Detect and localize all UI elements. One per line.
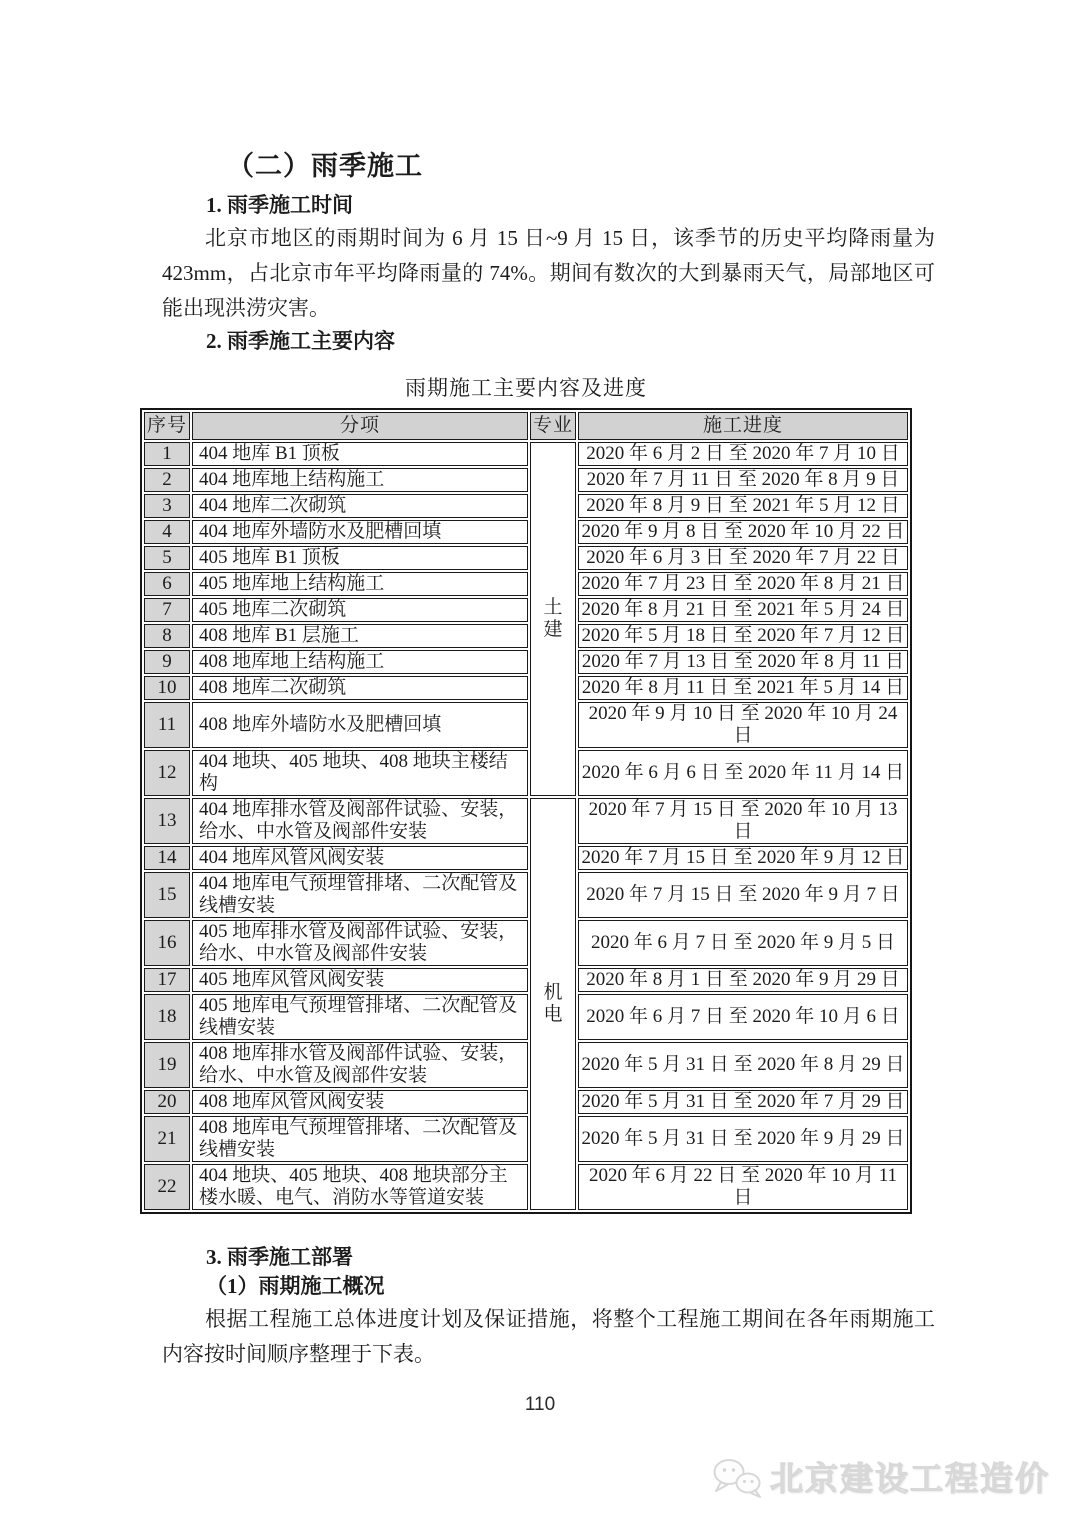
table-row [144,546,908,570]
table-row [144,750,908,796]
row-number-cell: 4 [144,520,190,544]
subheading-deployment: 3. 雨季施工部署 [206,1245,353,1269]
page-number: 110 [524,1394,556,1415]
table-row [144,920,908,966]
item-cell: 405 地库二次砌筑 [192,598,528,622]
item-cell: 404 地库电气预埋管排堵、二次配管及线槽安装 [192,872,528,918]
schedule-cell: 2020 年 5 月 31 日 至 2020 年 8 月 29 日 [578,1042,908,1088]
table-row [144,968,908,992]
col-header-specialty: 专业 [530,412,576,440]
table-title: 雨期施工主要内容及进度 [405,376,647,400]
item-cell: 408 地库地上结构施工 [192,650,528,674]
table-row [144,1042,908,1088]
table-row [144,520,908,544]
table-row [144,798,908,844]
table-header-row [144,412,908,440]
subheading-main-content: 2. 雨季施工主要内容 [206,329,395,353]
specialty-cell: 机 电 [530,798,576,1210]
footer-watermark [711,1453,1050,1500]
col-header-schedule: 施工进度 [578,412,908,440]
table-row [144,846,908,870]
item-cell: 404 地库地上结构施工 [192,468,528,492]
schedule-cell: 2020 年 5 月 31 日 至 2020 年 7 月 29 日 [578,1090,908,1114]
row-number-cell: 1 [144,442,190,466]
item-cell: 405 地库地上结构施工 [192,572,528,596]
item-cell: 404 地块、405 地块、408 地块部分主楼水暖、电气、消防水等管道安装 [192,1164,528,1210]
row-number-cell: 3 [144,494,190,518]
schedule-cell: 2020 年 7 月 13 日 至 2020 年 8 月 11 日 [578,650,908,674]
row-number-cell: 16 [144,920,190,966]
schedule-cell: 2020 年 6 月 2 日 至 2020 年 7 月 10 日 [578,442,908,466]
paragraph-rain-season: 北京市地区的雨期时间为 6 月 15 日~9 月 15 日，该季节的历史平均降雨量为 423mm，占北京市年平均降雨量的 74%。期间有数次的大到暴雨天气，局部地区可能出现洪涝灾害。 [162,226,935,320]
col-header-item: 分项 [192,412,528,440]
schedule-cell: 2020 年 6 月 7 日 至 2020 年 9 月 5 日 [578,920,908,966]
table-row [144,702,908,748]
item-cell: 408 地库外墙防水及肥槽回填 [192,702,528,748]
table-row [144,1116,908,1162]
table-row [144,494,908,518]
col-header-number: 序号 [144,412,190,440]
row-number-cell: 15 [144,872,190,918]
schedule-cell: 2020 年 9 月 8 日 至 2020 年 10 月 22 日 [578,520,908,544]
row-number-cell: 18 [144,994,190,1040]
row-number-cell: 12 [144,750,190,796]
table-row [144,1164,908,1210]
item-cell: 404 地库外墙防水及肥槽回填 [192,520,528,544]
table-row [144,650,908,674]
row-number-cell: 8 [144,624,190,648]
item-cell: 408 地库电气预埋管排堵、二次配管及线槽安装 [192,1116,528,1162]
paragraph-deployment: 根据工程施工总体进度计划及保证措施，将整个工程施工期间在各年雨期施工内容按时间顺序整理于下表。 [162,1307,935,1366]
row-number-cell: 20 [144,1090,190,1114]
item-cell: 405 地库排水管及阀部件试验、安装，给水、中水管及阀部件安装 [192,920,528,966]
table-row [144,468,908,492]
item-cell: 405 地库风管风阀安装 [192,968,528,992]
subheading-rain-season-time: 1. 雨季施工时间 [206,193,353,217]
table-row [144,624,908,648]
schedule-cell: 2020 年 9 月 10 日 至 2020 年 10 月 24 日 [578,702,908,748]
row-number-cell: 14 [144,846,190,870]
row-number-cell: 6 [144,572,190,596]
item-cell: 408 地库风管风阀安装 [192,1090,528,1114]
row-number-cell: 19 [144,1042,190,1088]
table-row [144,442,908,466]
table-body [144,442,908,1210]
schedule-cell: 2020 年 8 月 21 日 至 2021 年 5 月 24 日 [578,598,908,622]
schedule-table [140,408,912,1214]
schedule-cell: 2020 年 7 月 23 日 至 2020 年 8 月 21 日 [578,572,908,596]
row-number-cell: 5 [144,546,190,570]
table-row [144,598,908,622]
section-heading: （二）雨季施工 [227,151,423,181]
row-number-cell: 9 [144,650,190,674]
row-number-cell: 2 [144,468,190,492]
table-row [144,572,908,596]
item-cell: 408 地库 B1 层施工 [192,624,528,648]
item-cell: 404 地库排水管及阀部件试验、安装，给水、中水管及阀部件安装 [192,798,528,844]
item-cell: 404 地库 B1 顶板 [192,442,528,466]
schedule-cell: 2020 年 7 月 15 日 至 2020 年 10 月 13 日 [578,798,908,844]
row-number-cell: 21 [144,1116,190,1162]
schedule-cell: 2020 年 5 月 18 日 至 2020 年 7 月 12 日 [578,624,908,648]
watermark-text: 北京建设工程造价 [770,1460,1050,1497]
subheading-rain-overview: （1）雨期施工概况 [206,1274,385,1298]
row-number-cell: 11 [144,702,190,748]
schedule-cell: 2020 年 8 月 1 日 至 2020 年 9 月 29 日 [578,968,908,992]
schedule-cell: 2020 年 7 月 11 日 至 2020 年 8 月 9 日 [578,468,908,492]
specialty-cell: 土 建 [530,442,576,796]
item-cell: 408 地库二次砌筑 [192,676,528,700]
item-cell: 404 地块、405 地块、408 地块主楼结构 [192,750,528,796]
schedule-cell: 2020 年 6 月 6 日 至 2020 年 11 月 14 日 [578,750,908,796]
row-number-cell: 13 [144,798,190,844]
schedule-cell: 2020 年 7 月 15 日 至 2020 年 9 月 12 日 [578,846,908,870]
schedule-cell: 2020 年 5 月 31 日 至 2020 年 9 月 29 日 [578,1116,908,1162]
schedule-cell: 2020 年 6 月 7 日 至 2020 年 10 月 6 日 [578,994,908,1040]
item-cell: 404 地库二次砌筑 [192,494,528,518]
table-row [144,1090,908,1114]
table-row [144,872,908,918]
table-row [144,994,908,1040]
item-cell: 405 地库 B1 顶板 [192,546,528,570]
schedule-cell: 2020 年 8 月 9 日 至 2021 年 5 月 12 日 [578,494,908,518]
item-cell: 404 地库风管风阀安装 [192,846,528,870]
schedule-cell: 2020 年 6 月 3 日 至 2020 年 7 月 22 日 [578,546,908,570]
row-number-cell: 17 [144,968,190,992]
row-number-cell: 10 [144,676,190,700]
schedule-cell: 2020 年 7 月 15 日 至 2020 年 9 月 7 日 [578,872,908,918]
row-number-cell: 7 [144,598,190,622]
schedule-cell: 2020 年 6 月 22 日 至 2020 年 10 月 11 日 [578,1164,908,1210]
row-number-cell: 22 [144,1164,190,1210]
wechat-icon [711,1455,763,1499]
table-row [144,676,908,700]
item-cell: 408 地库排水管及阀部件试验、安装，给水、中水管及阀部件安装 [192,1042,528,1088]
item-cell: 405 地库电气预埋管排堵、二次配管及线槽安装 [192,994,528,1040]
schedule-cell: 2020 年 8 月 11 日 至 2021 年 5 月 14 日 [578,676,908,700]
